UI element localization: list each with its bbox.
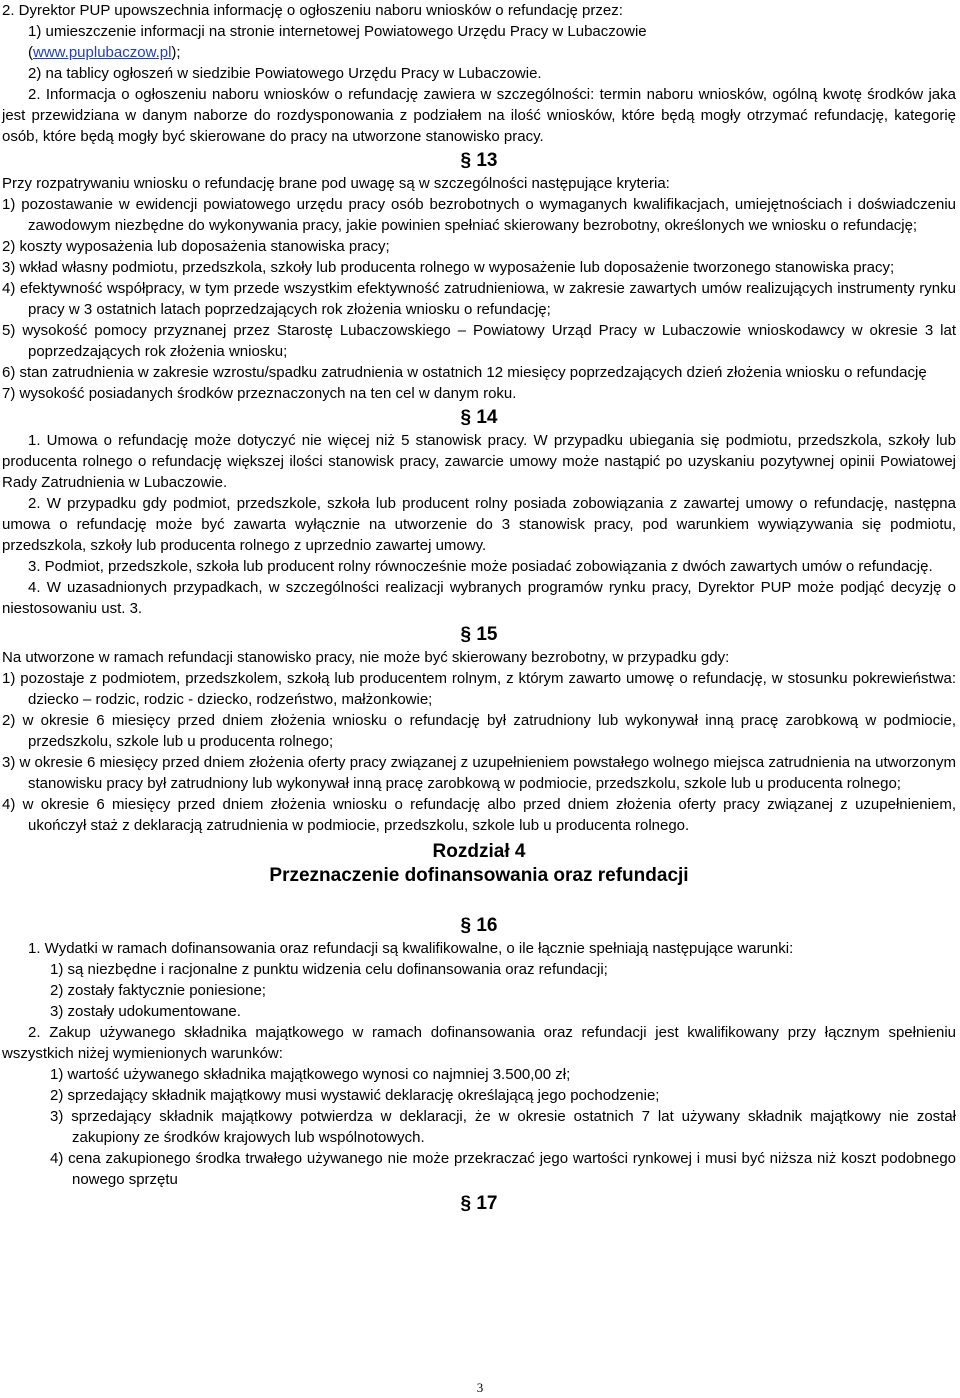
section-17-heading: § 17 xyxy=(460,1193,498,1214)
chapter-title: Rozdział 4 xyxy=(432,841,526,862)
s13-intro: Przy rozpatrywaniu wniosku o refundację brane pod uwagę są w szczególności następujące kryteria: xyxy=(2,175,670,192)
s14-list xyxy=(2,430,956,619)
website-link[interactable]: www.puplubaczow.pl xyxy=(33,44,172,61)
section-14-heading: § 14 xyxy=(460,407,498,428)
s16-p2-item: 3) sprzedający składnik majątkowy potwierdza w deklaracji, że w okresie ostatnich 7 lat używany składnik majątkowy nie został zakupiony ze środków krajowych lub wspólnotowych. xyxy=(50,1108,956,1146)
s15-intro: Na utworzone w ramach refundacji stanowisko pracy, nie może być skierowany bezrobotny, w przypadku gdy: xyxy=(2,649,730,666)
s12-item-2: 2) na tablicy ogłoszeń w siedzibie Powiatowego Urzędu Pracy w Lubaczowie. xyxy=(28,65,542,82)
paren-close: ); xyxy=(171,44,181,61)
section-13-heading: § 13 xyxy=(460,150,498,171)
s14-item: 2. W przypadku gdy podmiot, przedszkole, szkoła lub producent rolny posiada zobowiązania z zawartej umowy o refundację, następna umowa o refundację może być zawarta wyłącznie na utworzenie do 3 stanowisk pracy, pod warunkiem wywiązywania się podmiotu, przedszkola, szkoły lub producenta rolnego z uprzednio zawartej umowy. xyxy=(2,495,956,554)
s16-p1-item: 1) są niezbędne i racjonalne z punktu widzenia celu dofinansowania oraz refundacji; xyxy=(50,961,608,978)
s15-item: 4) w okresie 6 miesięcy przed dniem złożenia wniosku o refundację albo przed dniem złożenia oferty pracy związanej z uzupełnieniem, ukończył staż z deklaracją zatrudnienia w podmiocie, przedszkolu, szkole lub u producenta rolnego. xyxy=(2,796,956,834)
s16-p1-item: 3) zostały udokumentowane. xyxy=(50,1003,241,1020)
s16-p2-item: 4) cena zakupionego środka trwałego używanego nie może przekraczać jego wartości rynkowej i musi być niższa niż koszt podobnego nowego sprzętu xyxy=(50,1150,956,1188)
s12-item-1 xyxy=(2,21,956,63)
s14-item: 3. Podmiot, przedszkole, szkoła lub producent rolny równocześnie może posiadać zobowiązania z dwóch zawartych umów o refundację. xyxy=(28,558,933,575)
s12-item-1-text: 1) umieszczenie informacji na stronie internetowej Powiatowego Urzędu Pracy w Lubaczowie xyxy=(28,23,647,40)
chapter-subtitle: Przeznaczenie dofinansowania oraz refundacji xyxy=(269,865,689,886)
s13-item: 5) wysokość pomocy przyznanej przez Starostę Lubaczowskiego – Powiatowy Urząd Pracy w Lubaczowie wnioskodawcy w okresie 3 lat poprzedzających rok złożenia wniosku; xyxy=(2,322,956,360)
s13-item: 4) efektywność współpracy, w tym przede wszystkim efektywność zatrudnieniowa, w zakresie zawartych umów realizujących instrumenty rynku pracy w 3 ostatnich latach poprzedzających rok złożenia wniosku o refundację; xyxy=(2,280,956,318)
s12-para2b: 2. Informacja o ogłoszeniu naboru wniosków o refundację zawiera w szczególności: termin naboru wniosków, ogólną kwotę środków jaka jest przewidziana w danym naborze do rozdysponowania z podziałem na ilość wniosków, które będą mogły otrzymać refundację, kategorię osób, które będą mogły być skierowane do pracy na utworzone stanowisko pracy. xyxy=(2,86,956,145)
s16-para2: 2. Zakup używanego składnika majątkowego w ramach dofinansowania oraz refundacji jest kwalifikowany przy łącznym spełnieniu wszystkich niżej wymienionych warunków: xyxy=(2,1024,956,1062)
s16-p2-item: 1) wartość używanego składnika majątkowego wynosi co najmniej 3.500,00 zł; xyxy=(50,1066,571,1083)
section-16-heading: § 16 xyxy=(460,915,498,936)
s14-item: 1. Umowa o refundację może dotyczyć nie więcej niż 5 stanowisk pracy. W przypadku ubiegania się podmiotu, przedszkola, szkoły lub producenta rolnego o refundację większej ilości stanowisk pracy, zawarcie umowy może nastąpić po uzyskaniu pozytywnej opinii Powiatowej Rady Zatrudnienia w Lubaczowie. xyxy=(2,432,956,491)
s15-item: 1) pozostaje z podmiotem, przedszkolem, szkołą lub producentem rolnym, z którym zawarto umowę o refundację, w stosunku pokrewieństwa: dziecko – rodzic, rodzic - dziecko, rodzeństwo, małżonkowie; xyxy=(2,670,956,708)
s14-item: 4. W uzasadnionych przypadkach, w szczególności realizacji wybranych programów rynku pracy, Dyrektor PUP może podjąć decyzję o niestosowaniu ust. 3. xyxy=(2,579,956,617)
s13-item: 6) stan zatrudnienia w zakresie wzrostu/spadku zatrudnienia w ostatnich 12 miesięcy poprzedzających dzień złożenia wniosku o refundację xyxy=(2,364,927,381)
s16-p1-item: 2) zostały faktycznie poniesione; xyxy=(50,982,266,999)
s15-item: 2) w okresie 6 miesięcy przed dniem złożenia wniosku o refundację był zatrudniony lub wykonywał inną pracę zarobkową w podmiocie, przedszkolu, szkole lub u producenta rolnego; xyxy=(2,712,956,750)
section-15-heading: § 15 xyxy=(460,624,498,645)
s16-para2-list xyxy=(2,1064,956,1190)
page-number: 3 xyxy=(476,1380,484,1395)
s16-p2-item: 2) sprzedający składnik majątkowy musi wystawić deklarację określającą jego pochodzenie; xyxy=(50,1087,660,1104)
s16-para1: 1. Wydatki w ramach dofinansowania oraz refundacji są kwalifikowalne, o ile łącznie spełniają następujące warunki: xyxy=(28,940,794,957)
s15-list xyxy=(2,668,956,836)
paren-open: ( xyxy=(28,44,33,61)
s15-item: 3) w okresie 6 miesięcy przed dniem złożenia oferty pracy związanej z uzupełnieniem powstałego wolnego miejsca zatrudnienia na utworzonym stanowisku pracy był zatrudniony lub wykonywał inną pracę zarobkową w podmiocie, przedszkolu, szkole lub u producenta rolnego; xyxy=(2,754,956,792)
s12-para2-intro: 2. Dyrektor PUP upowszechnia informację o ogłoszeniu naboru wniosków o refundację przez: xyxy=(2,2,623,19)
s13-item: 1) pozostawanie w ewidencji powiatowego urzędu pracy osób bezrobotnych o wymaganych kwalifikacjach, umiejętnościach i doświadczeniu zawodowym niezbędne do wykonywania pracy, jakie powinien spełniać skierowany bezrobotny, określonych we wniosku o refundację; xyxy=(2,196,956,234)
s13-list xyxy=(2,194,956,404)
s13-item: 7) wysokość posiadanych środków przeznaczonych na ten cel w danym roku. xyxy=(2,385,517,402)
s13-item: 3) wkład własny podmiotu, przedszkola, szkoły lub producenta rolnego w wyposażenie lub doposażenie tworzonego stanowiska pracy; xyxy=(2,259,895,276)
s13-item: 2) koszty wyposażenia lub doposażenia stanowiska pracy; xyxy=(2,238,390,255)
s16-para1-list xyxy=(2,959,956,1022)
